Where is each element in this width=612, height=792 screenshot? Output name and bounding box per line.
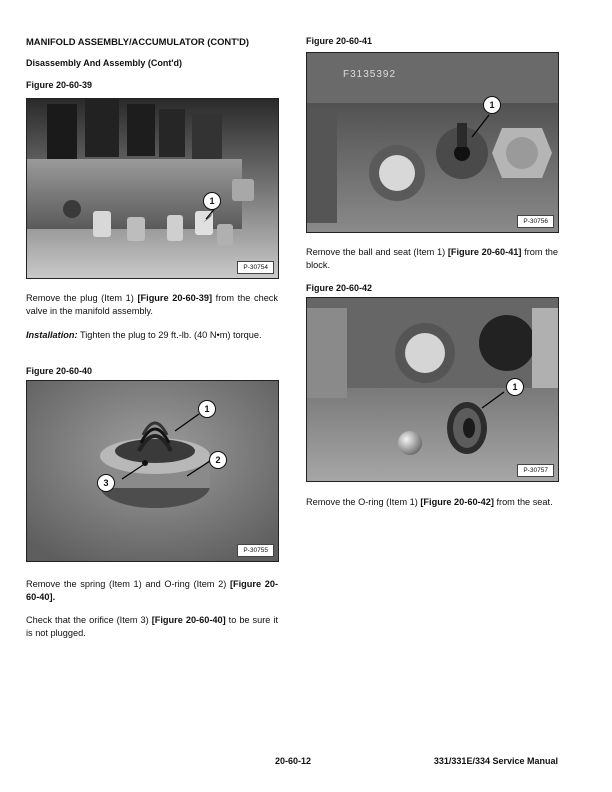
figure-40-label: Figure 20-60-40 <box>26 366 93 376</box>
installation-text: Installation: Tighten the plug to 29 ft.-lb. (40 N•m) torque. <box>26 330 262 340</box>
figure-42-label: Figure 20-60-42 <box>306 283 373 293</box>
figure-41-stamp: F3135392 <box>343 69 397 80</box>
remove-oring-text: Remove the O-ring (Item 1) [Figure 20-60-42] from the seat. <box>306 497 553 507</box>
figure-41-callout-1: 1 <box>483 96 501 114</box>
figure-40-callout-3: 3 <box>97 474 115 492</box>
manual-title: 331/331E/334 Service Manual <box>433 756 558 766</box>
check-orifice-text: Check that the orifice (Item 3) [Figure 20-60-40] to be sure it is not plugged. <box>26 615 278 638</box>
figure-39-photo <box>26 98 279 279</box>
figure-40-callout-2: 2 <box>209 451 227 469</box>
figure-39-label: Figure 20-60-39 <box>26 80 93 90</box>
figure-42-photo <box>306 297 559 482</box>
figure-42-callout-1: 1 <box>506 378 524 396</box>
figure-41-code: P-30756 <box>517 215 554 228</box>
figure-42-code: P-30757 <box>517 464 554 477</box>
page-number: 20-60-12 <box>275 756 312 766</box>
remove-spring-text: Remove the spring (Item 1) and O-ring (Item 2) [Figure 20-60-40]. <box>26 579 279 602</box>
figure-41-label: Figure 20-60-41 <box>306 36 373 46</box>
figure-40-code: P-30755 <box>237 544 274 557</box>
figure-41-photo <box>306 52 559 233</box>
figure-40-callout-1: 1 <box>198 400 216 418</box>
figure-40-photo <box>26 380 279 562</box>
remove-plug-text: Remove the plug (Item 1) [Figure 20-60-39] from the check valve in the manifold assembly. <box>26 293 278 316</box>
figure-39-code: P-30754 <box>237 261 274 274</box>
figure-39-callout-1: 1 <box>203 192 221 210</box>
remove-ball-text: Remove the ball and seat (Item 1) [Figure 20-60-41] from the block. <box>306 247 558 270</box>
section-title: MANIFOLD ASSEMBLY/ACCUMULATOR (CONT'D) <box>26 36 250 47</box>
subsection-title: Disassembly And Assembly (Cont'd) <box>26 58 183 68</box>
